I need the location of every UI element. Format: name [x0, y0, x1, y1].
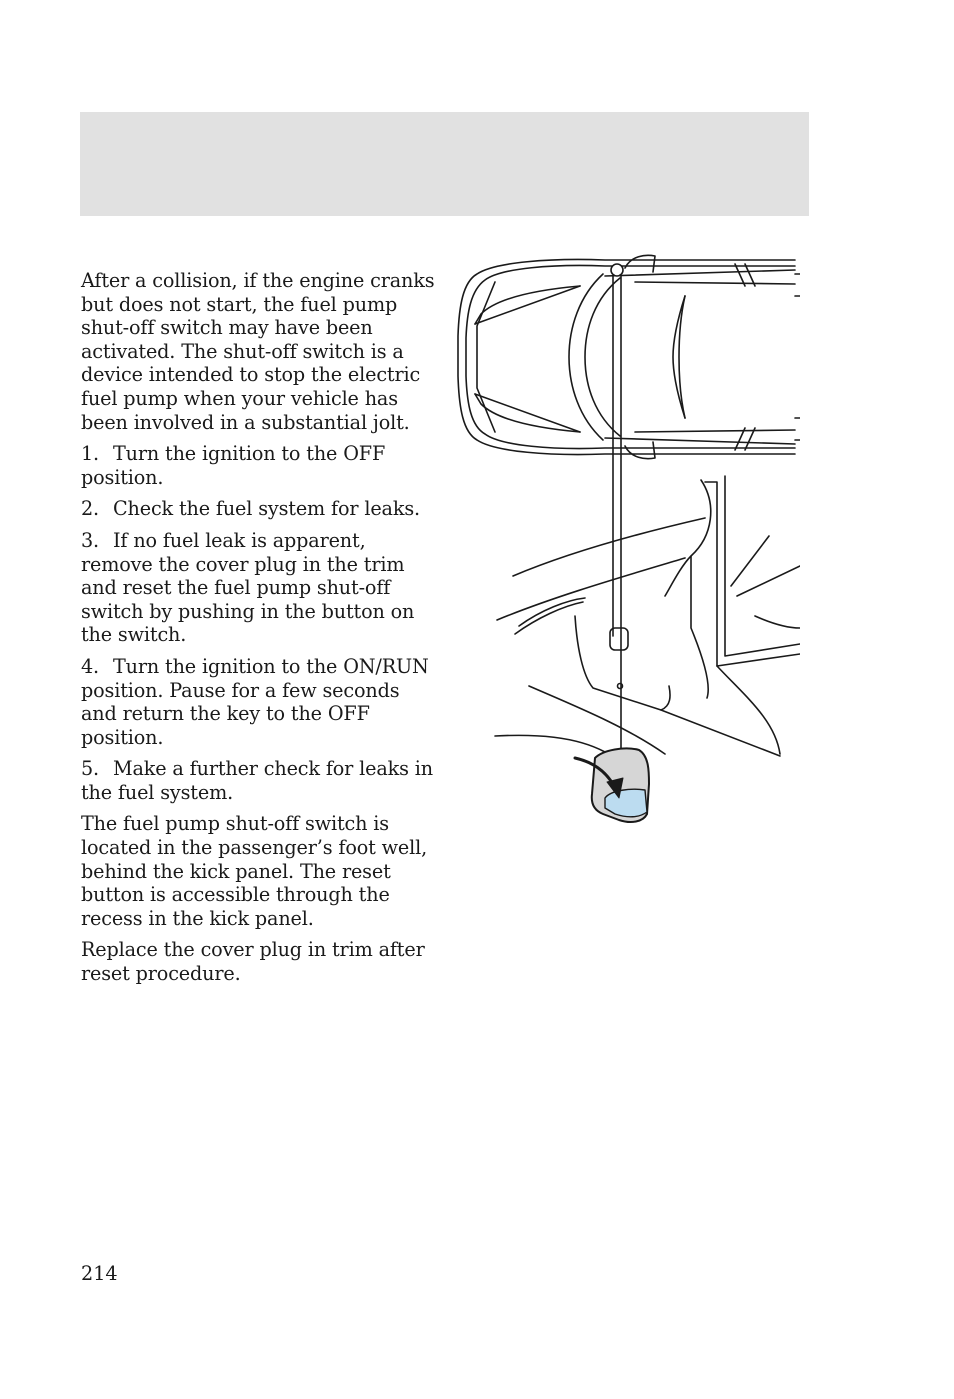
step-2	[81, 497, 437, 521]
fuel-pump-switch-illustration	[455, 236, 800, 826]
step-text: If no fuel leak is apparent, remove the cover plug in the trim and reset the fuel pump shut-off switch by pushing in the button on the switch.	[81, 528, 415, 647]
step-1	[81, 442, 437, 489]
step-number: 1.	[81, 442, 100, 466]
location-paragraph: The fuel pump shut-off switch is located in the passenger’s foot well, behind the kick panel. The reset button is accessible through the recess in the kick panel.	[81, 812, 428, 930]
step-4	[81, 655, 437, 749]
step-text: Turn the ignition to the OFF position.	[81, 442, 386, 489]
step-number: 2.	[81, 497, 100, 521]
step-text: Turn the ignition to the ON/RUN position. Pause for a few seconds and return the key to the OFF position.	[81, 654, 429, 749]
step-number: 5.	[81, 757, 100, 781]
step-number: 3.	[81, 528, 100, 552]
shut-off-switch	[575, 748, 649, 822]
instructions-column	[81, 269, 437, 994]
step-5	[81, 757, 437, 804]
header-band	[80, 112, 809, 216]
leader-line	[611, 264, 623, 756]
page-number: 214	[81, 1262, 118, 1285]
step-3	[81, 529, 437, 647]
step-text: Check the fuel system for leaks.	[113, 497, 420, 521]
car-top-view	[458, 255, 800, 458]
step-text: Make a further check for leaks in the fuel system.	[81, 757, 433, 804]
closing-paragraph: Replace the cover plug in trim after reset procedure.	[81, 938, 425, 986]
step-number: 4.	[81, 654, 100, 678]
intro-paragraph: After a collision, if the engine cranks but does not start, the fuel pump shut-off switch may have been activated. The shut-off switch is a device intended to stop the electric fuel pump when your vehicle has been involved in a substantial jolt.	[81, 269, 435, 434]
footwell-view	[495, 476, 800, 756]
